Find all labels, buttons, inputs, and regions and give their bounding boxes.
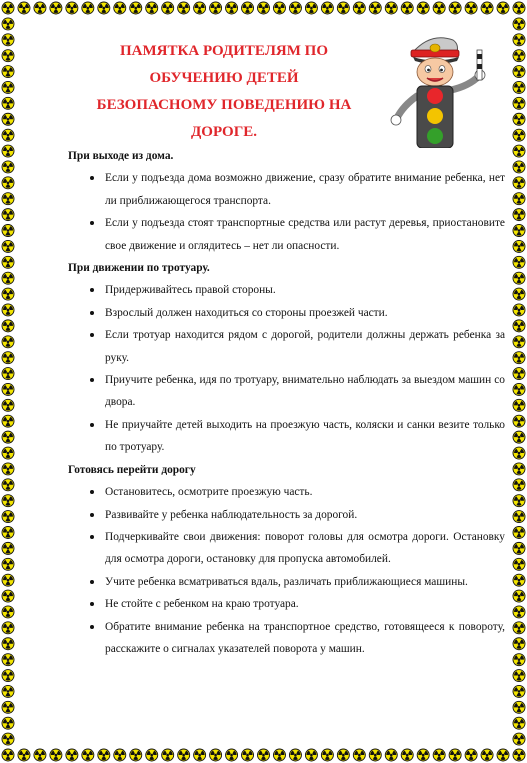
hazard-symbol-icon (210, 2, 222, 14)
hazard-symbol-icon (513, 177, 525, 189)
hazard-symbol-icon (114, 749, 126, 761)
hazard-symbol-icon (2, 272, 14, 284)
hazard-symbol-icon (513, 670, 525, 682)
list-item: Если у подъезда дома возможно движение, сразу обратите внимание ребенка, нет ли приближающегося транспорта. (105, 167, 505, 212)
hazard-symbol-icon (2, 701, 14, 713)
title-line: ПАМЯТКА РОДИТЕЛЯМ ПО (119, 43, 328, 59)
hazard-symbol-icon (513, 717, 525, 729)
hazard-symbol-icon (513, 733, 525, 745)
hazard-symbol-icon (513, 304, 525, 316)
hazard-symbol-icon (226, 749, 238, 761)
hazard-symbol-icon (513, 447, 525, 459)
hazard-symbol-icon (258, 749, 270, 761)
hazard-symbol-icon (433, 2, 445, 14)
list-item: Развивайте у ребенка наблюдательность за дорогой. (105, 504, 505, 526)
hazard-symbol-icon (513, 749, 525, 761)
hazard-symbol-icon (2, 654, 14, 666)
hazard-symbol-icon (178, 749, 190, 761)
hazard-symbol-icon (2, 66, 14, 78)
hazard-symbol-icon (513, 193, 525, 205)
hazard-symbol-icon (2, 431, 14, 443)
list-item: Если тротуар находится рядом с дорогой, родители должны держать ребенка за руку. (105, 324, 505, 369)
hazard-symbol-icon (2, 161, 14, 173)
hazard-symbol-icon (513, 288, 525, 300)
hazard-symbol-icon (449, 749, 461, 761)
section-heading: При выходе из дома. (68, 150, 174, 162)
hazard-symbol-icon (2, 81, 14, 93)
hazard-symbol-icon (401, 2, 413, 14)
hazard-symbol-icon (513, 558, 525, 570)
hazard-symbol-icon (369, 2, 381, 14)
hazard-symbol-icon (513, 415, 525, 427)
hazard-symbol-icon (2, 2, 14, 14)
hazard-symbol-icon (2, 542, 14, 554)
hazard-symbol-icon (2, 336, 14, 348)
hazard-symbol-icon (497, 2, 509, 14)
hazard-symbol-icon (258, 2, 270, 14)
hazard-symbol-icon (2, 129, 14, 141)
hazard-symbol-icon (98, 749, 110, 761)
hazard-symbol-icon (2, 50, 14, 62)
hazard-symbol-icon (2, 225, 14, 237)
hazard-symbol-icon (2, 18, 14, 30)
hazard-symbol-icon (2, 574, 14, 586)
hazard-symbol-icon (242, 749, 254, 761)
hazard-symbol-icon (305, 749, 317, 761)
hazard-symbol-icon (513, 574, 525, 586)
hazard-symbol-icon (417, 749, 429, 761)
traffic-light-mascot-illustration (387, 30, 515, 148)
hazard-symbol-icon (513, 383, 525, 395)
hazard-symbol-icon (2, 511, 14, 523)
hazard-symbol-icon (18, 749, 30, 761)
hazard-symbol-icon (2, 590, 14, 602)
hazard-symbol-icon (194, 749, 206, 761)
hazard-symbol-icon (513, 18, 525, 30)
hazard-symbol-icon (50, 2, 62, 14)
hazard-symbol-icon (50, 749, 62, 761)
hazard-symbol-icon (2, 34, 14, 46)
hazard-symbol-icon (513, 542, 525, 554)
section-heading: При движении по тротуару. (68, 262, 210, 275)
hazard-symbol-icon (273, 2, 285, 14)
hazard-symbol-icon (162, 2, 174, 14)
list-item: Не приучайте детей выходить на проезжую часть, коляски и санки везите только по тротуару. (105, 414, 505, 459)
hazard-symbol-icon (401, 749, 413, 761)
hazard-symbol-icon (2, 383, 14, 395)
hazard-symbol-icon (513, 622, 525, 634)
hazard-symbol-icon (2, 526, 14, 538)
title-line: БЕЗОПАСНОМУ ПОВЕДЕНИЮ НА (96, 97, 352, 113)
hazard-symbol-icon (513, 368, 525, 380)
hazard-symbol-icon (130, 749, 142, 761)
hazard-symbol-icon (2, 145, 14, 157)
hazard-symbol-icon (82, 749, 94, 761)
hazard-symbol-icon (433, 749, 445, 761)
hazard-symbol-icon (513, 495, 525, 507)
hazard-symbol-icon (481, 2, 493, 14)
hazard-symbol-icon (130, 2, 142, 14)
hazard-symbol-icon (321, 2, 333, 14)
hazard-symbol-icon (162, 749, 174, 761)
hazard-symbol-icon (18, 2, 30, 14)
hazard-symbol-icon (2, 240, 14, 252)
hazard-symbol-icon (465, 2, 477, 14)
hazard-symbol-icon (289, 749, 301, 761)
hazard-symbol-icon (2, 399, 14, 411)
hazard-symbol-icon (417, 2, 429, 14)
hazard-symbol-icon (2, 256, 14, 268)
section-crossing (68, 459, 505, 661)
hazard-symbol-icon (2, 209, 14, 221)
bullet-list (68, 279, 505, 458)
hazard-symbol-icon (2, 733, 14, 745)
hazard-symbol-icon (385, 749, 397, 761)
hazard-symbol-icon (369, 749, 381, 761)
bullet-list (68, 167, 505, 257)
hazard-symbol-icon (513, 685, 525, 697)
section-heading: Готовясь перейти дорогу (68, 463, 196, 476)
list-item: Обратите внимание ребенка на транспортное средство, готовящееся к повороту, расскажите о сигналах указателей поворота у машин. (105, 616, 505, 661)
hazard-symbol-icon (513, 526, 525, 538)
hazard-symbol-icon (146, 2, 158, 14)
memo-content (68, 145, 505, 660)
hazard-symbol-icon (2, 638, 14, 650)
hazard-symbol-icon (66, 749, 78, 761)
hazard-symbol-icon (513, 225, 525, 237)
hazard-symbol-icon (34, 749, 46, 761)
hazard-symbol-icon (353, 2, 365, 14)
hazard-symbol-icon (353, 749, 365, 761)
list-item: Остановитесь, осмотрите проезжую часть. (105, 481, 505, 503)
hazard-symbol-icon (513, 463, 525, 475)
hazard-symbol-icon (2, 177, 14, 189)
hazard-symbol-icon (513, 511, 525, 523)
list-item: Придерживайтесь правой стороны. (105, 279, 505, 301)
hazard-symbol-icon (2, 479, 14, 491)
hazard-symbol-icon (2, 463, 14, 475)
hazard-symbol-icon (497, 749, 509, 761)
hazard-symbol-icon (2, 193, 14, 205)
hazard-symbol-icon (513, 2, 525, 14)
hazard-symbol-icon (513, 352, 525, 364)
hazard-symbol-icon (289, 2, 301, 14)
hazard-symbol-icon (2, 415, 14, 427)
hazard-symbol-icon (513, 399, 525, 411)
hazard-symbol-icon (513, 320, 525, 332)
hazard-symbol-icon (2, 447, 14, 459)
hazard-symbol-icon (2, 685, 14, 697)
list-item: Приучите ребенка, идя по тротуару, внимательно наблюдать за выездом машин со двора. (105, 369, 505, 414)
hazard-symbol-icon (2, 495, 14, 507)
hazard-symbol-icon (513, 272, 525, 284)
hazard-symbol-icon (2, 320, 14, 332)
list-item: Не стойте с ребенком на краю тротуара. (105, 593, 505, 615)
hazard-symbol-icon (337, 749, 349, 761)
hazard-symbol-icon (178, 2, 190, 14)
hazard-symbol-icon (481, 749, 493, 761)
hazard-symbol-icon (2, 717, 14, 729)
hazard-symbol-icon (513, 161, 525, 173)
hazard-symbol-icon (2, 622, 14, 634)
list-item: Подчеркивайте свои движения: поворот головы для осмотра дороги. Остановку для осмотра дороги, остановку для пропуска автомобилей. (105, 526, 505, 571)
hazard-symbol-icon (2, 97, 14, 109)
hazard-symbol-icon (305, 2, 317, 14)
hazard-symbol-icon (2, 670, 14, 682)
list-item: Если у подъезда стоят транспортные средства или растут деревья, приостановите свое движение и оглядитесь – нет ли опасности. (105, 212, 505, 257)
hazard-symbol-icon (513, 479, 525, 491)
hazard-symbol-icon (66, 2, 78, 14)
hazard-symbol-icon (2, 288, 14, 300)
hazard-symbol-icon (385, 2, 397, 14)
hazard-symbol-icon (273, 749, 285, 761)
page-title (74, 38, 374, 146)
hazard-symbol-icon (321, 749, 333, 761)
title-line: ОБУЧЕНИЮ ДЕТЕЙ (149, 70, 299, 86)
hazard-symbol-icon (242, 2, 254, 14)
title-line: ДОРОГЕ. (190, 124, 258, 140)
hazard-symbol-icon (513, 638, 525, 650)
hazard-symbol-icon (513, 240, 525, 252)
hazard-symbol-icon (513, 431, 525, 443)
hazard-symbol-icon (146, 749, 158, 761)
hazard-symbol-icon (465, 749, 477, 761)
bullet-list (68, 481, 505, 660)
hazard-symbol-icon (513, 654, 525, 666)
list-item: Взрослый должен находиться со стороны проезжей части. (105, 302, 505, 324)
list-item: Учите ребенка всматриваться вдаль, различать приближающиеся машины. (105, 571, 505, 593)
hazard-symbol-icon (2, 368, 14, 380)
hazard-symbol-icon (513, 209, 525, 221)
hazard-symbol-icon (513, 256, 525, 268)
section-leaving-home (68, 145, 505, 257)
hazard-symbol-icon (449, 2, 461, 14)
hazard-symbol-icon (2, 352, 14, 364)
hazard-symbol-icon (98, 2, 110, 14)
hazard-symbol-icon (513, 701, 525, 713)
hazard-symbol-icon (513, 590, 525, 602)
hazard-symbol-icon (513, 336, 525, 348)
hazard-symbol-icon (337, 2, 349, 14)
hazard-symbol-icon (210, 749, 222, 761)
hazard-symbol-icon (2, 113, 14, 125)
hazard-symbol-icon (34, 2, 46, 14)
hazard-symbol-icon (82, 2, 94, 14)
hazard-symbol-icon (114, 2, 126, 14)
hazard-symbol-icon (2, 304, 14, 316)
hazard-symbol-icon (2, 606, 14, 618)
hazard-symbol-icon (226, 2, 238, 14)
hazard-symbol-icon (2, 749, 14, 761)
hazard-symbol-icon (513, 606, 525, 618)
hazard-symbol-icon (194, 2, 206, 14)
hazard-symbol-icon (2, 558, 14, 570)
section-sidewalk (68, 257, 505, 459)
